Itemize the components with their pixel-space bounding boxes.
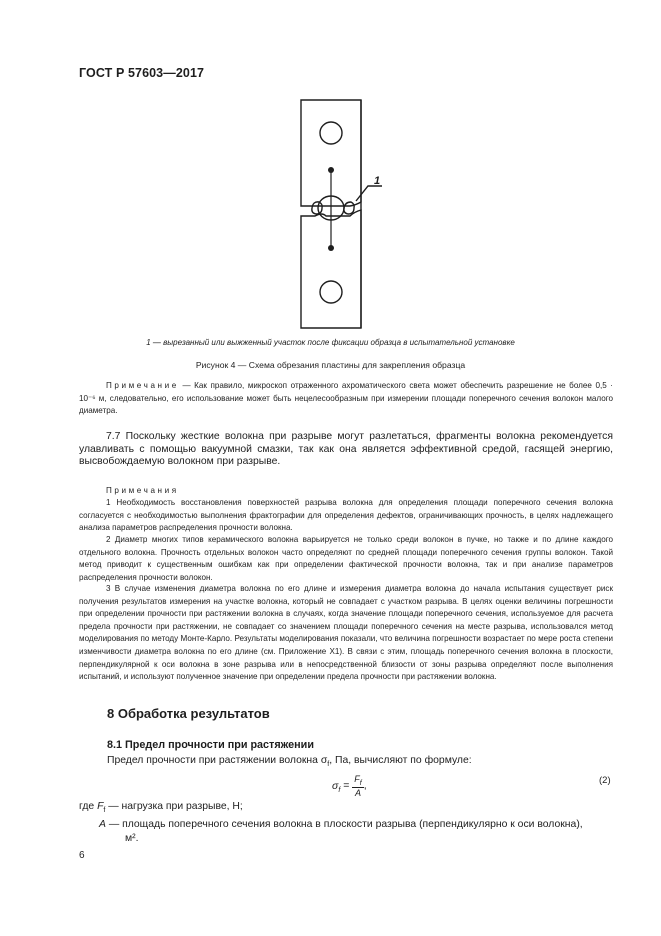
section-8-1-heading: 8.1 Предел прочности при растяжении (107, 739, 314, 751)
callout-leader (356, 186, 382, 201)
note-paragraph (79, 380, 613, 418)
formula-intro: Предел прочности при растяжении волокна $\sigma_f$, Па, вычисляют по формуле: (107, 755, 472, 769)
document-header: ГОСТ Р 57603—2017 (79, 66, 205, 80)
cutout-right-notch (344, 202, 354, 214)
section-8-heading: 8 Обработка результатов (107, 706, 270, 721)
formula-definitions (79, 800, 619, 846)
specimen-plate-figure (298, 98, 428, 333)
formula-2: $\sigma_f$ = $\frac{F_f}{A}$ , (332, 774, 367, 798)
notes-item-2: 2 Диаметр многих типов керамического волокна варьируется не только среди волокон в пучке, но также и по длине каждого отдельного волокна. Прочность отдельных волокон часто определяют по средней площади поперечного сечения группы волокон. Такой метод приводит к существенным ошибкам как при определении фактической прочности волокна, так и при анализе параметров распределения прочности волокон. (79, 535, 613, 582)
page-number: 6 (79, 850, 85, 861)
notes-item-1: 1 Необходимость восстановления поверхностей разрыва волокна для определения площади поперечного сечения волокна согласуется с необходимостью выполнения фрактографии для определения дефектов, ограничивающих прочность, в целях надлежащего анализа параметров распределения прочности волокна. (79, 498, 613, 533)
notes-heading: Примечания (106, 486, 179, 495)
formula-lhs: $\sigma_f$ (332, 779, 341, 794)
mounting-hole-bottom (320, 281, 342, 303)
cutout-left-notch (312, 202, 322, 214)
figure-legend: 1 — вырезанный или выжженный участок после фиксации образца в испытательной установке (146, 338, 515, 347)
formula-number: (2) (599, 775, 611, 786)
definition-a: A — площадь поперечного сечения волокна в плоскости разрыва (перпендикулярно к оси волокна), (99, 819, 583, 831)
paragraph-7-7: 7.7 Поскольку жесткие волокна при разрыве могут разлетаться, фрагменты волокна рекомендуется улавливать с помощью вакуумной смазки, так как она является эффективной средой, гасящей энергию, высвобождаемую волокном при разрыве. (79, 431, 613, 467)
definition-a-unit: м². (125, 833, 139, 845)
fiber-end-top (328, 167, 334, 173)
mounting-hole-top (320, 122, 342, 144)
fiber-end-bottom (328, 245, 334, 251)
definition-ff: где $F_f$ — нагрузка при разрыве, Н; (79, 801, 243, 815)
formula-fraction: $\frac{F_f}{A}$ (354, 774, 362, 798)
figure-caption: Рисунок 4 — Схема обрезания пластины для закрепления образца (195, 360, 466, 370)
note-label: Примечание (106, 381, 179, 390)
callout-number: 1 (374, 175, 381, 187)
note-text: — Как правило, микроскоп отраженного ахроматического света может обеспечить разрешение не более 0,5 · 10⁻⁶ м, следовательно, его использование может быть нецелесообразным при измерении площади поперечного сечения волокон малого диаметра. (79, 381, 613, 416)
notes-item-3: 3 В случае изменения диаметра волокна по его длине и измерения диаметра волокна до начала испытания существует риск получения результатов измерения на участке волокна, который не совпадает с участком разрыва. В целях оценки величины погрешности при определении прочности при растяжении волокна в случаях, когда значение площади поперечного сечения, используемое для расчета предела прочности при растяжении, не совпадает со значением площади поперечного сечения на месте разрыва, использовался метод моделирования по методу Монте-Карло. Результаты моделирования показали, что величина погрешности возрастает по мере роста степени изменчивости диаметра волокна по его длине (см. Приложение X1). В связи с этим, площадь поперечного сечения волокна в плоскости, перпендикулярной к оси волокна в зоне разрыва или в непосредственной близости от зоны разрыва определяют после выполнения испытаний, и используют полученное значение при определении предела прочности при растяжении волокна. (79, 584, 613, 682)
